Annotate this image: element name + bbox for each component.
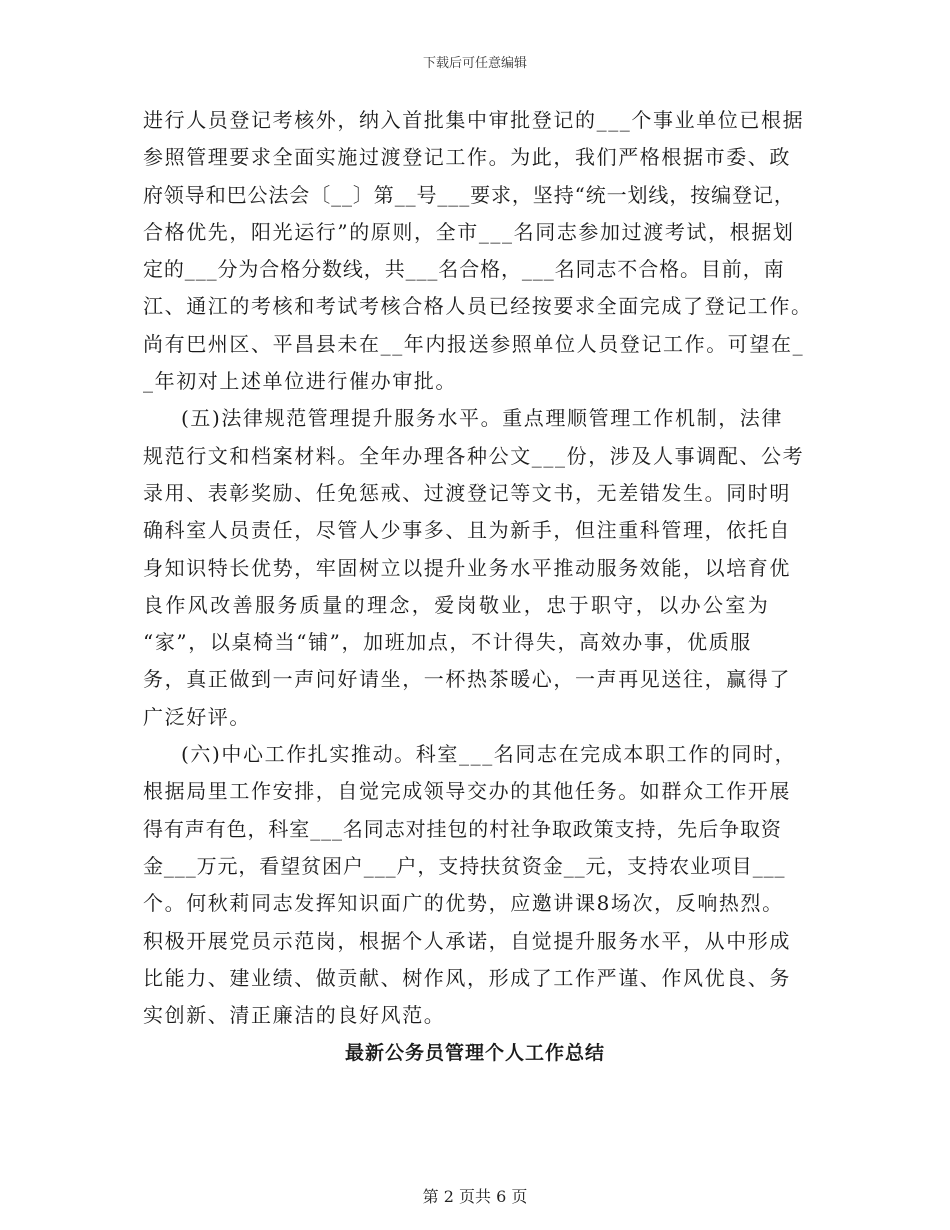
paragraph-heading-line: (六)中心工作扎实推动。科室___名同志在完成本职工作的同时， (181, 742, 797, 767)
body-line: 进行人员登记考核外，纳入首批集中审批登记的___个事业单位已根据 (143, 108, 805, 132)
section-title: 最新公务员管理个人工作总结 (344, 1042, 605, 1064)
body-line: 广泛好评。 (143, 704, 251, 729)
body-line: 比能力、建业绩、做贡献、树作风，形成了工作严谨、作风优良、务 (143, 965, 791, 990)
body-line: 金___万元，看望贫困户___户，支持扶贫资金__元，支持农业项目___ (143, 853, 786, 878)
page-header: 下载后可任意编辑 (422, 56, 527, 71)
body-line: 定的___分为合格分数线，共___名合格，___名同志不合格。目前，南 (143, 257, 785, 282)
body-line: 实创新、清正廉洁的良好风范。 (143, 1003, 446, 1028)
body-line: 根据局里工作安排，自觉完成领导交办的其他任务。如群众工作开展 (143, 779, 791, 804)
document-body (143, 102, 813, 1034)
body-line: 良作风改善服务质量的理念，爱岗敬业，忠于职守，以办公室为 (143, 592, 771, 617)
body-line: 规范行文和档案材料。全年办理各种公文___份，涉及人事调配、公考 (143, 443, 805, 468)
body-line: 务，真正做到一声问好请坐，一杯热茶暖心，一声再见送往，赢得了 (143, 667, 791, 692)
body-line: 身知识特长优势，牢固树立以提升业务水平推动服务效能，以培育优 (143, 555, 791, 580)
paragraph-heading-line: (五)法律规范管理提升服务水平。重点理顺管理工作机制，法律 (181, 406, 784, 431)
body-line: 得有声有色，科室___名同志对挂包的村社争取政策支持，先后争取资 (143, 816, 782, 841)
body-line: 府领导和巴公法会〔__〕第__号___要求，坚持“统一划线，按编登记， (143, 182, 795, 207)
body-line: 录用、表彰奖励、任免惩戒、过渡登记等文书，无差错发生。同时明 (143, 480, 791, 505)
body-line: 尚有巴州区、平昌县未在__年内报送参照单位人员登记工作。可望在_ (143, 331, 805, 356)
body-line: 确科室人员责任，尽管人少事多、且为新手，但注重科管理，依托自 (143, 518, 791, 543)
body-line: 江、通江的考核和考试考核合格人员已经按要求全面完成了登记工作。 (143, 294, 813, 319)
page-footer: 第 2 页共 6 页 (422, 1187, 528, 1206)
body-line: 积极开展党员示范岗，根据个人承诺，自觉提升服务水平，从中形成 (143, 928, 791, 953)
body-line: 合格优先，阳光运行”的原则，全市___名同志参加过渡考试，根据划 (143, 219, 795, 244)
body-line: _年初对上述单位进行催办审批。 (143, 369, 457, 394)
body-line: 个。何秋莉同志发挥知识面广的优势，应邀讲课8场次，反响热烈。 (143, 891, 784, 916)
body-line: 参照管理要求全面实施过渡登记工作。为此，我们严格根据市委、政 (143, 145, 791, 170)
body-line: “家”，以桌椅当“铺”，加班加点，不计得失，高效办事，优质服 (143, 630, 752, 655)
